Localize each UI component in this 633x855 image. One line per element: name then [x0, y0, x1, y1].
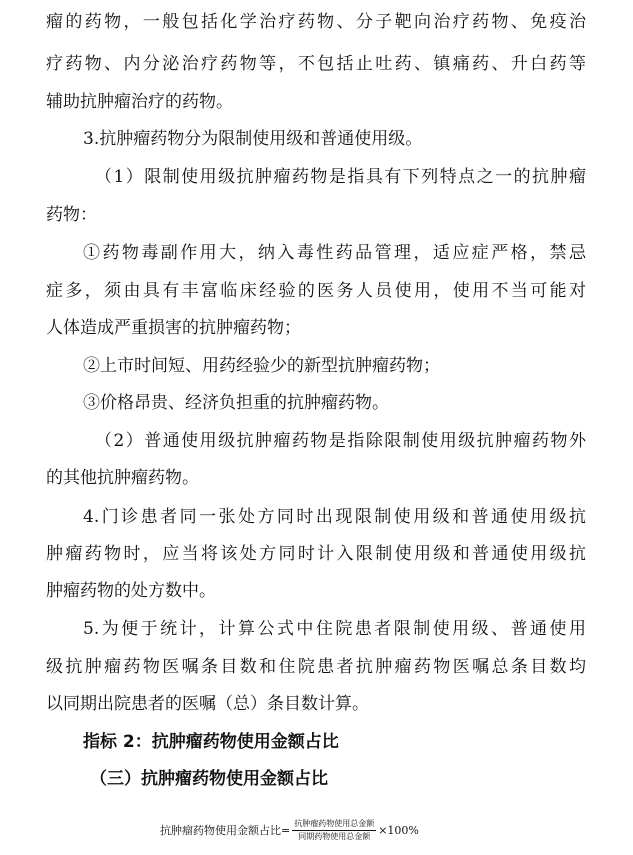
- text-line: 肿瘤药物时，应当将该处方同时计入限制使用级和普通使用级抗: [46, 544, 586, 564]
- formula-multiplier: ×100%: [378, 823, 419, 837]
- formula: [160, 815, 419, 845]
- text-line: 5.为便于统计，计算公式中住院患者限制使用级、普通使用: [83, 619, 586, 639]
- text-line: 级抗肿瘤药物医嘱条目数和住院患者抗肿瘤药物医嘱总条目数均: [46, 657, 586, 677]
- text-line: 4.门诊患者同一张处方同时出现限制使用级和普通使用级抗: [83, 507, 586, 527]
- formula-denominator: 同期药物使用总金额: [298, 831, 371, 841]
- text-line: 的其他抗肿瘤药物。: [46, 468, 199, 488]
- text-line: 以同期出院患者的医嘱（总）条目数计算。: [46, 694, 369, 714]
- text-line: 疗药物、内分泌治疗药物等，不包括止吐药、镇痛药、升白药等: [46, 54, 586, 74]
- indicator-heading: 指标 2：抗肿瘤药物使用金额占比: [83, 732, 339, 752]
- text-line: ②上市时间短、用药经验少的新型抗肿瘤药物；: [83, 356, 440, 376]
- text-line: （2）普通使用级抗肿瘤药物是指除限制使用级抗肿瘤药物外: [95, 431, 586, 451]
- text-line: ①药物毒副作用大，纳入毒性药品管理，适应症严格，禁忌: [83, 243, 586, 263]
- formula-fraction: [292, 819, 376, 842]
- section-heading: （三）抗肿瘤药物使用金额占比: [90, 769, 328, 789]
- text-line: 辅助抗肿瘤治疗的药物。: [46, 92, 233, 112]
- text-line: 药物：: [46, 205, 97, 225]
- formula-numerator: 抗肿瘤药物使用总金额: [292, 819, 376, 831]
- text-line: 3.抗肿瘤药物分为限制使用级和普通使用级。: [83, 129, 423, 149]
- text-line: 肿瘤药物的处方数中。: [46, 581, 216, 601]
- text-line: 人体造成严重损害的抗肿瘤药物；: [46, 318, 301, 338]
- text-line: ③价格昂贵、经济负担重的抗肿瘤药物。: [83, 393, 389, 413]
- text-line: 瘤的药物，一般包括化学治疗药物、分子靶向治疗药物、免疫治: [46, 12, 586, 32]
- formula-label: 抗肿瘤药物使用金额占比=: [160, 824, 291, 837]
- text-line: 症多，须由具有丰富临床经验的医务人员使用，使用不当可能对: [46, 281, 586, 301]
- text-line: （1）限制使用级抗肿瘤药物是指具有下列特点之一的抗肿瘤: [95, 167, 586, 187]
